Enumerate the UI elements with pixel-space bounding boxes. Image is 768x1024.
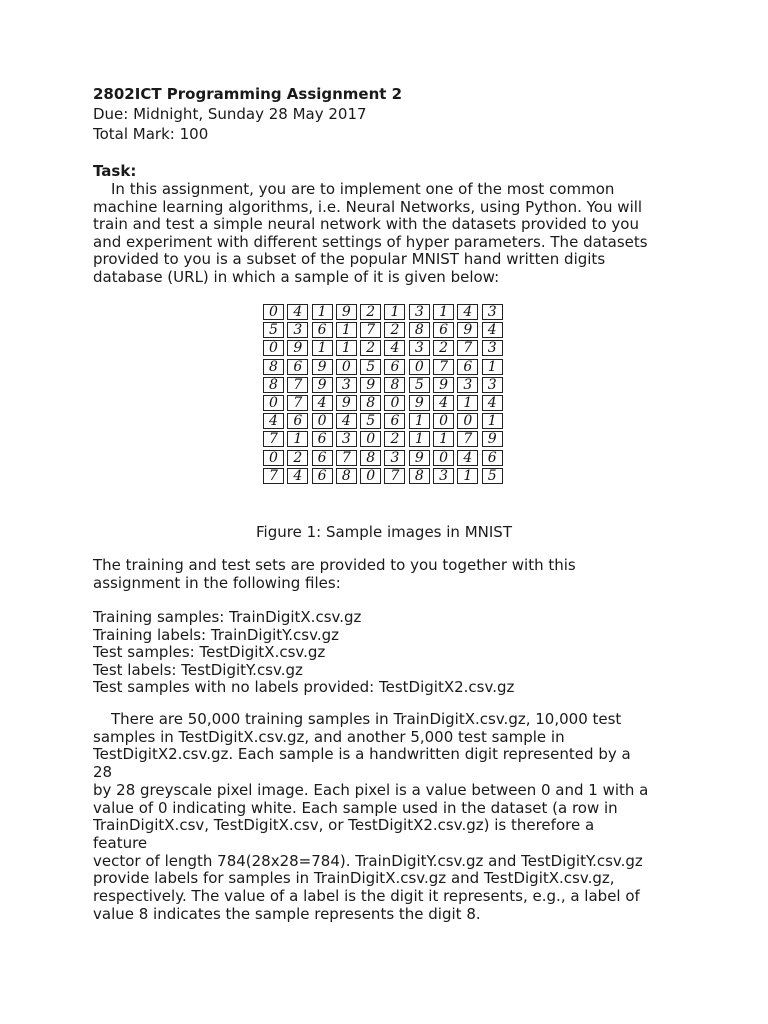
- files-intro: [93, 557, 693, 592]
- digit-cell: 8: [409, 468, 430, 484]
- digit-cell: 6: [384, 359, 405, 375]
- digit-cell: 1: [482, 413, 503, 429]
- digit-cell: 1: [409, 431, 430, 447]
- digit-cell: 0: [433, 450, 454, 466]
- digit-cell: 0: [263, 450, 284, 466]
- description-line: by 28 greyscale pixel image. Each pixel is a value between 0 and 1 with a: [93, 780, 649, 799]
- digit-cell: 6: [482, 450, 503, 466]
- task-line: and experiment with different settings of hyper parameters. The datasets: [93, 232, 648, 251]
- file-list-item: Test labels: TestDigitY.csv.gz: [93, 660, 303, 679]
- digit-cell: 5: [360, 413, 381, 429]
- digit-cell: 0: [433, 413, 454, 429]
- digit-cell: 4: [433, 395, 454, 411]
- digit-cell: 4: [457, 450, 478, 466]
- digit-cell: 0: [384, 395, 405, 411]
- digit-cell: 6: [287, 359, 308, 375]
- digit-cell: 7: [433, 359, 454, 375]
- file-list-item: Test samples: TestDigitX.csv.gz: [93, 643, 326, 662]
- file-list-item: Training labels: TrainDigitY.csv.gz: [93, 625, 339, 644]
- digit-cell: 5: [482, 468, 503, 484]
- digit-cell: 0: [409, 359, 430, 375]
- digit-cell: 4: [482, 322, 503, 338]
- digit-cell: 3: [384, 450, 405, 466]
- digit-cell: 3: [482, 377, 503, 393]
- file-list-item: Training samples: TrainDigitX.csv.gz: [93, 608, 362, 626]
- digit-cell: 0: [360, 431, 381, 447]
- digit-cell: 1: [433, 431, 454, 447]
- description-line: TrainDigitX.csv, TestDigitX.csv, or TestDigitX2.csv.gz) is therefore a feature: [93, 816, 595, 852]
- digit-cell: 3: [482, 304, 503, 320]
- task-heading: Task:: [93, 162, 137, 180]
- digit-cell: 5: [360, 359, 381, 375]
- digit-cell: 4: [287, 468, 308, 484]
- digit-cell: 4: [457, 304, 478, 320]
- digit-cell: 1: [409, 413, 430, 429]
- mnist-sample-figure: [263, 304, 507, 488]
- digit-cell: 1: [457, 395, 478, 411]
- digit-cell: 7: [287, 395, 308, 411]
- digit-cell: 3: [409, 340, 430, 356]
- digit-cell: 7: [457, 340, 478, 356]
- file-list: [93, 609, 693, 697]
- document-title: 2802ICT Programming Assignment 2: [93, 85, 403, 103]
- digit-cell: 8: [360, 395, 381, 411]
- digit-cell: 1: [287, 431, 308, 447]
- digit-cell: 4: [384, 340, 405, 356]
- digit-cell: 7: [263, 431, 284, 447]
- task-line: provided to you is a subset of the popular MNIST hand written digits: [93, 250, 606, 269]
- description-line: provide labels for samples in TrainDigitX.csv.gz and TestDigitX.csv.gz,: [93, 869, 615, 888]
- digit-cell: 2: [360, 304, 381, 320]
- digit-cell: 8: [360, 450, 381, 466]
- digit-cell: 6: [312, 431, 333, 447]
- digit-cell: 8: [336, 468, 357, 484]
- digit-cell: 7: [360, 322, 381, 338]
- description-paragraph: [93, 711, 653, 923]
- digit-cell: 1: [336, 322, 357, 338]
- digit-cell: 3: [457, 377, 478, 393]
- description-line: samples in TestDigitX.csv.gz, and another 5,000 test sample in: [93, 727, 565, 746]
- digit-cell: 7: [287, 377, 308, 393]
- digit-cell: 1: [336, 340, 357, 356]
- digit-cell: 5: [263, 322, 284, 338]
- digit-cell: 7: [263, 468, 284, 484]
- digit-cell: 0: [263, 304, 284, 320]
- description-line: vector of length 784(28x28=784). TrainDigitY.csv.gz and TestDigitY.csv.gz: [93, 851, 643, 870]
- digit-cell: 1: [384, 304, 405, 320]
- digit-cell: 7: [457, 431, 478, 447]
- description-line: value 8 indicates the sample represents the digit 8.: [93, 904, 481, 923]
- digit-cell: 0: [336, 359, 357, 375]
- digit-cell: 9: [409, 450, 430, 466]
- digit-cell: 2: [384, 322, 405, 338]
- task-line: database (URL) in which a sample of it is given below:: [93, 267, 500, 286]
- figure-caption: Figure 1: Sample images in MNIST: [256, 523, 512, 541]
- digit-cell: 0: [263, 340, 284, 356]
- digit-cell: 3: [336, 431, 357, 447]
- digit-cell: 2: [433, 340, 454, 356]
- digit-cell: 2: [384, 431, 405, 447]
- task-paragraph: [93, 181, 693, 287]
- digit-cell: 0: [457, 413, 478, 429]
- digit-cell: 6: [312, 322, 333, 338]
- digit-cell: 3: [287, 322, 308, 338]
- digit-cell: 1: [433, 304, 454, 320]
- file-list-item: Test samples with no labels provided: TestDigitX2.csv.gz: [93, 678, 515, 697]
- digit-cell: 9: [409, 395, 430, 411]
- description-line: There are 50,000 training samples in TrainDigitX.csv.gz, 10,000 test: [111, 710, 622, 728]
- document-header: [93, 84, 693, 287]
- digit-cell: 4: [312, 395, 333, 411]
- digit-cell: 2: [360, 340, 381, 356]
- digit-cell: 9: [360, 377, 381, 393]
- due-date: Due: Midnight, Sunday 28 May 2017: [93, 105, 367, 123]
- digit-cell: 3: [482, 340, 503, 356]
- digit-cell: 3: [433, 468, 454, 484]
- files-intro-line: assignment in the following files:: [93, 573, 341, 592]
- digit-cell: 4: [263, 413, 284, 429]
- digit-cell: 6: [312, 450, 333, 466]
- digit-cell: 1: [312, 340, 333, 356]
- description-line: value of 0 indicating white. Each sample used in the dataset (a row in: [93, 798, 618, 817]
- digit-cell: 3: [336, 377, 357, 393]
- digit-cell: 5: [409, 377, 430, 393]
- digit-cell: 0: [312, 413, 333, 429]
- files-intro-line: The training and test sets are provided to you together with this: [93, 556, 576, 574]
- digit-cell: 4: [482, 395, 503, 411]
- digit-cell: 4: [287, 304, 308, 320]
- task-line: In this assignment, you are to implement one of the most common: [111, 180, 615, 198]
- digit-cell: 9: [457, 322, 478, 338]
- digit-cell: 8: [384, 377, 405, 393]
- total-mark: Total Mark: 100: [93, 125, 209, 143]
- digit-cell: 8: [263, 359, 284, 375]
- digit-cell: 6: [457, 359, 478, 375]
- digit-cell: 9: [336, 304, 357, 320]
- digit-cell: 1: [482, 359, 503, 375]
- digit-cell: 2: [287, 450, 308, 466]
- digit-cell: 6: [384, 413, 405, 429]
- digit-cell: 9: [287, 340, 308, 356]
- digit-cell: 8: [263, 377, 284, 393]
- digit-cell: 9: [312, 359, 333, 375]
- digit-cell: 0: [263, 395, 284, 411]
- task-line: train and test a simple neural network with the datasets provided to you: [93, 215, 639, 234]
- description-line: respectively. The value of a label is the digit it represents, e.g., a label of: [93, 887, 640, 906]
- digit-cell: 7: [336, 450, 357, 466]
- digit-cell: 9: [336, 395, 357, 411]
- mnist-digit-grid: [263, 304, 507, 484]
- digit-cell: 9: [433, 377, 454, 393]
- digit-cell: 1: [457, 468, 478, 484]
- digit-cell: 1: [312, 304, 333, 320]
- digit-cell: 9: [312, 377, 333, 393]
- digit-cell: 3: [409, 304, 430, 320]
- digit-cell: 7: [384, 468, 405, 484]
- digit-cell: 6: [312, 468, 333, 484]
- digit-cell: 6: [287, 413, 308, 429]
- digit-cell: 4: [336, 413, 357, 429]
- digit-cell: 6: [433, 322, 454, 338]
- digit-cell: 9: [482, 431, 503, 447]
- digit-cell: 0: [360, 468, 381, 484]
- description-line: TestDigitX2.csv.gz. Each sample is a handwritten digit represented by a 28: [93, 745, 631, 782]
- digit-cell: 8: [409, 322, 430, 338]
- task-line: machine learning algorithms, i.e. Neural Networks, using Python. You will: [93, 197, 643, 216]
